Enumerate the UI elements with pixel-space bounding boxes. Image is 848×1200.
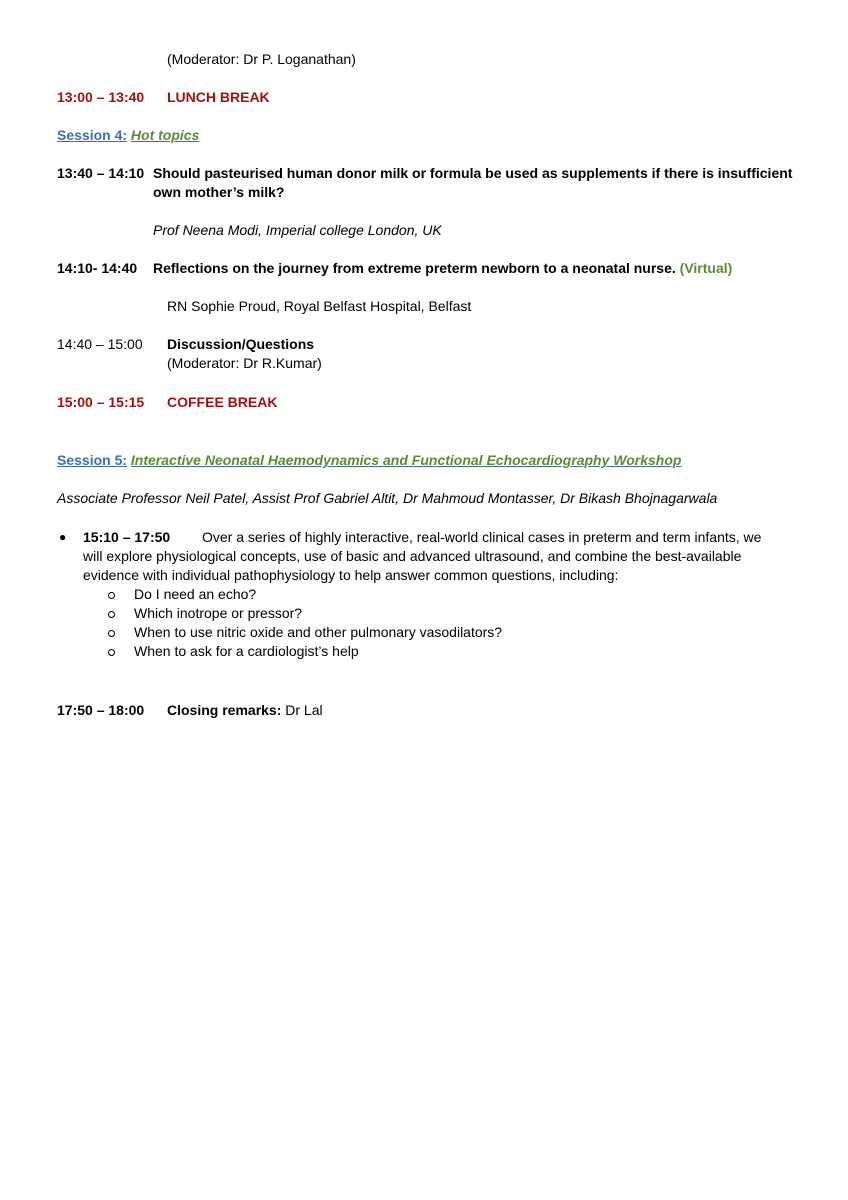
bullet-icon: ● [59, 530, 67, 544]
coffee-label: COFFEE BREAK [167, 394, 278, 410]
session4-label: Session 4: [57, 127, 128, 143]
talk2-title-line [153, 259, 732, 278]
circle-bullet-icon [108, 592, 115, 599]
circle-bullet-icon [108, 630, 115, 637]
lunch-time: 13:00 – 13:40 [57, 89, 145, 105]
talk1-time: 13:40 – 14:10 [57, 165, 145, 181]
question-item: Do I need an echo? [134, 586, 257, 602]
session5-faculty: Associate Professor Neil Patel, Assist Prof Gabriel Altit, Dr Mahmoud Montasser, Dr Bikash Bhojnagarwala [57, 490, 718, 506]
workshop-desc-line3: evidence with individual pathophysiology to help answer common questions, including: [83, 567, 619, 583]
circle-bullet-icon [108, 611, 115, 618]
talk2-virtual-tag: (Virtual) [679, 260, 733, 276]
closing-label: Closing remarks: [167, 702, 282, 718]
talk2-title: Reflections on the journey from extreme preterm newborn to a neonatal nurse. [153, 260, 676, 276]
discussion-time: 14:40 – 15:00 [57, 336, 143, 352]
coffee-time: 15:00 – 15:15 [57, 394, 145, 410]
moderator-note: (Moderator: Dr P. Loganathan) [167, 51, 356, 67]
closing-speaker: Dr Lal [285, 702, 323, 718]
workshop-time: 15:10 – 17:50 [83, 529, 171, 545]
question-item: When to ask for a cardiologist’s help [134, 643, 359, 659]
closing-time: 17:50 – 18:00 [57, 702, 145, 718]
session5-heading [57, 451, 681, 470]
session4-title: Hot topics [130, 127, 200, 143]
session4-heading [57, 126, 199, 145]
talk2-time: 14:10- 14:40 [57, 260, 138, 276]
lunch-label: LUNCH BREAK [167, 89, 270, 105]
closing-line [167, 701, 323, 720]
circle-bullet-icon [108, 649, 115, 656]
session5-label: Session 5: [57, 452, 128, 468]
question-item: When to use nitric oxide and other pulmonary vasodilators? [134, 624, 503, 640]
session5-title: Interactive Neonatal Haemodynamics and Functional Echocardiography Workshop [130, 452, 682, 468]
workshop-desc-line1: Over a series of highly interactive, real-world clinical cases in preterm and term infants, we [202, 529, 762, 545]
discussion-label: Discussion/Questions [167, 336, 315, 352]
workshop-desc-line2: will explore physiological concepts, use of basic and advanced ultrasound, and combine the best-available [83, 548, 742, 564]
discussion-moderator: (Moderator: Dr R.Kumar) [167, 355, 322, 371]
question-item: Which inotrope or pressor? [134, 605, 303, 621]
talk2-speaker: RN Sophie Proud, Royal Belfast Hospital, Belfast [167, 298, 472, 314]
talk1-title-line2: own mother’s milk? [153, 184, 285, 200]
talk1-title-line1: Should pasteurised human donor milk or formula be used as supplements if there is insufficient [153, 165, 793, 181]
talk1-speaker: Prof Neena Modi, Imperial college London, UK [153, 222, 442, 238]
